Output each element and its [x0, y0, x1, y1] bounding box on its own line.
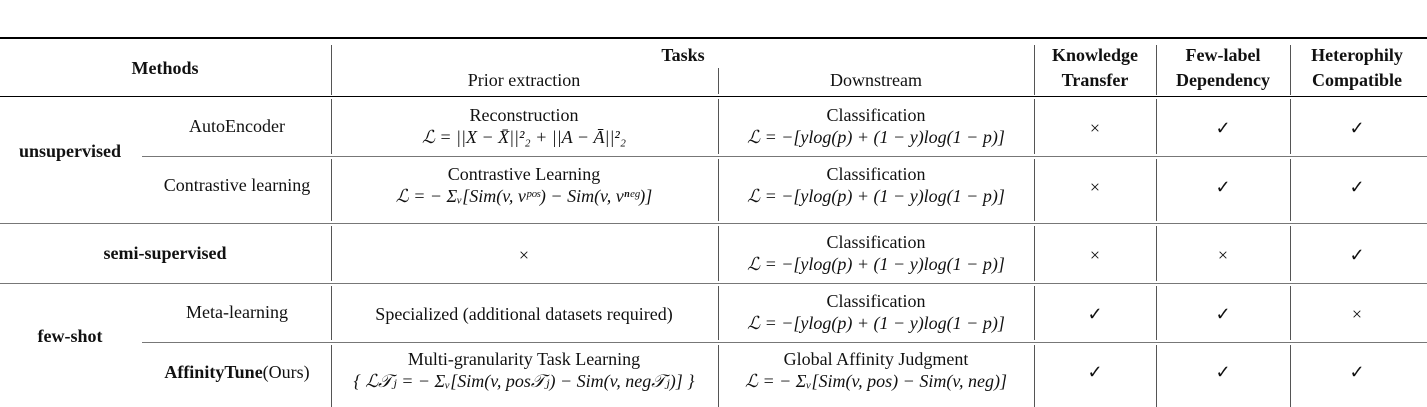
heterophily-mark: × [1351, 304, 1363, 324]
header-few-label: Dependency [1176, 70, 1270, 90]
prior-title: Multi-granularity Task Learning [407, 349, 641, 369]
column-divider [718, 226, 719, 281]
downstream-title: Classification [826, 105, 926, 125]
header-rule [0, 96, 1427, 97]
column-divider [1290, 345, 1291, 407]
column-divider [1156, 159, 1157, 221]
row-rule [142, 342, 1427, 343]
header-downstream: Downstream [830, 70, 922, 90]
group-few-shot: few-shot [37, 326, 103, 346]
column-divider [1034, 45, 1035, 95]
column-divider [1290, 159, 1291, 221]
header-knowledge-transfer: Transfer [1061, 70, 1129, 90]
group-rule [0, 283, 1427, 284]
group-semi-supervised: semi-supervised [103, 243, 227, 263]
few-label-mark: ✓ [1215, 362, 1231, 382]
column-divider [718, 159, 719, 221]
knowledge-transfer-mark: ✓ [1087, 304, 1103, 324]
prior-formula: ℒ = ||X − X̄||²₂ + ||A − Ā||²₂ [421, 127, 627, 147]
column-divider [718, 68, 719, 94]
heterophily-mark: ✓ [1349, 245, 1365, 265]
downstream-title: Classification [826, 164, 926, 184]
header-heterophily: Compatible [1312, 70, 1402, 90]
column-divider [331, 45, 332, 95]
header-few-label: Few-label [1185, 45, 1261, 65]
column-divider [331, 286, 332, 340]
method-name: AutoEncoder [189, 116, 285, 136]
downstream-formula: ℒ = −[ylog(p) + (1 − y)log(1 − p)] [747, 186, 1005, 206]
prior-title: Specialized (additional datasets required) [375, 304, 673, 324]
header-heterophily: Heterophily [1311, 45, 1403, 65]
column-divider [1156, 345, 1157, 407]
few-label-mark: × [1217, 245, 1229, 265]
prior-formula: ℒ = − Σᵥ[Sim(v, vᵖᵒˢ) − Sim(v, vⁿᵉᵍ)] [395, 186, 653, 206]
knowledge-transfer-mark: × [1089, 245, 1101, 265]
group-rule [0, 223, 1427, 224]
header-methods: Methods [131, 58, 199, 78]
column-divider [1290, 286, 1291, 340]
column-divider [1290, 99, 1291, 154]
knowledge-transfer-mark: × [1089, 177, 1101, 197]
heterophily-mark: ✓ [1349, 118, 1365, 138]
column-divider [1156, 226, 1157, 281]
column-divider [1156, 99, 1157, 154]
column-divider [1290, 226, 1291, 281]
header-tasks: Tasks [661, 45, 705, 65]
knowledge-transfer-mark: × [1089, 118, 1101, 138]
few-label-mark: ✓ [1215, 118, 1231, 138]
column-divider [1034, 99, 1035, 154]
method-name: Meta-learning [186, 302, 288, 322]
column-divider [1290, 45, 1291, 95]
downstream-formula: ℒ = −[ylog(p) + (1 − y)log(1 − p)] [747, 254, 1005, 274]
downstream-formula: ℒ = −[ylog(p) + (1 − y)log(1 − p)] [747, 313, 1005, 333]
column-divider [1034, 345, 1035, 407]
prior-title: × [518, 245, 530, 265]
downstream-formula: ℒ = −[ylog(p) + (1 − y)log(1 − p)] [747, 127, 1005, 147]
top-rule [0, 37, 1427, 39]
row-rule [142, 156, 1427, 157]
downstream-title: Classification [826, 232, 926, 252]
column-divider [331, 99, 332, 154]
column-divider [1156, 286, 1157, 340]
column-divider [1034, 286, 1035, 340]
column-divider [718, 99, 719, 154]
heterophily-mark: ✓ [1349, 362, 1365, 382]
header-prior-extraction: Prior extraction [467, 70, 581, 90]
method-name-bold: AffinityTune [164, 362, 263, 382]
downstream-formula: ℒ = − Σᵥ[Sim(v, pos) − Sim(v, neg)] [745, 371, 1007, 391]
column-divider [331, 159, 332, 221]
header-knowledge-transfer: Knowledge [1051, 45, 1139, 65]
group-unsupervised: unsupervised [18, 141, 122, 161]
column-divider [718, 286, 719, 340]
column-divider [331, 226, 332, 281]
column-divider [718, 345, 719, 407]
downstream-title: Classification [826, 291, 926, 311]
method-suffix: (Ours) [262, 362, 310, 382]
downstream-title: Global Affinity Judgment [783, 349, 969, 369]
column-divider [1034, 226, 1035, 281]
method-name [164, 361, 309, 383]
method-name: Contrastive learning [163, 175, 311, 195]
few-label-mark: ✓ [1215, 177, 1231, 197]
column-divider [1034, 159, 1035, 221]
few-label-mark: ✓ [1215, 304, 1231, 324]
prior-title: Contrastive Learning [447, 164, 601, 184]
knowledge-transfer-mark: ✓ [1087, 362, 1103, 382]
column-divider [331, 345, 332, 407]
prior-formula: { ℒ𝒯ⱼ = − Σᵥ[Sim(v, pos𝒯ⱼ) − Sim(v, neg𝒯ⱼ)] } [353, 371, 695, 391]
column-divider [1156, 45, 1157, 95]
heterophily-mark: ✓ [1349, 177, 1365, 197]
prior-title: Reconstruction [469, 105, 579, 125]
